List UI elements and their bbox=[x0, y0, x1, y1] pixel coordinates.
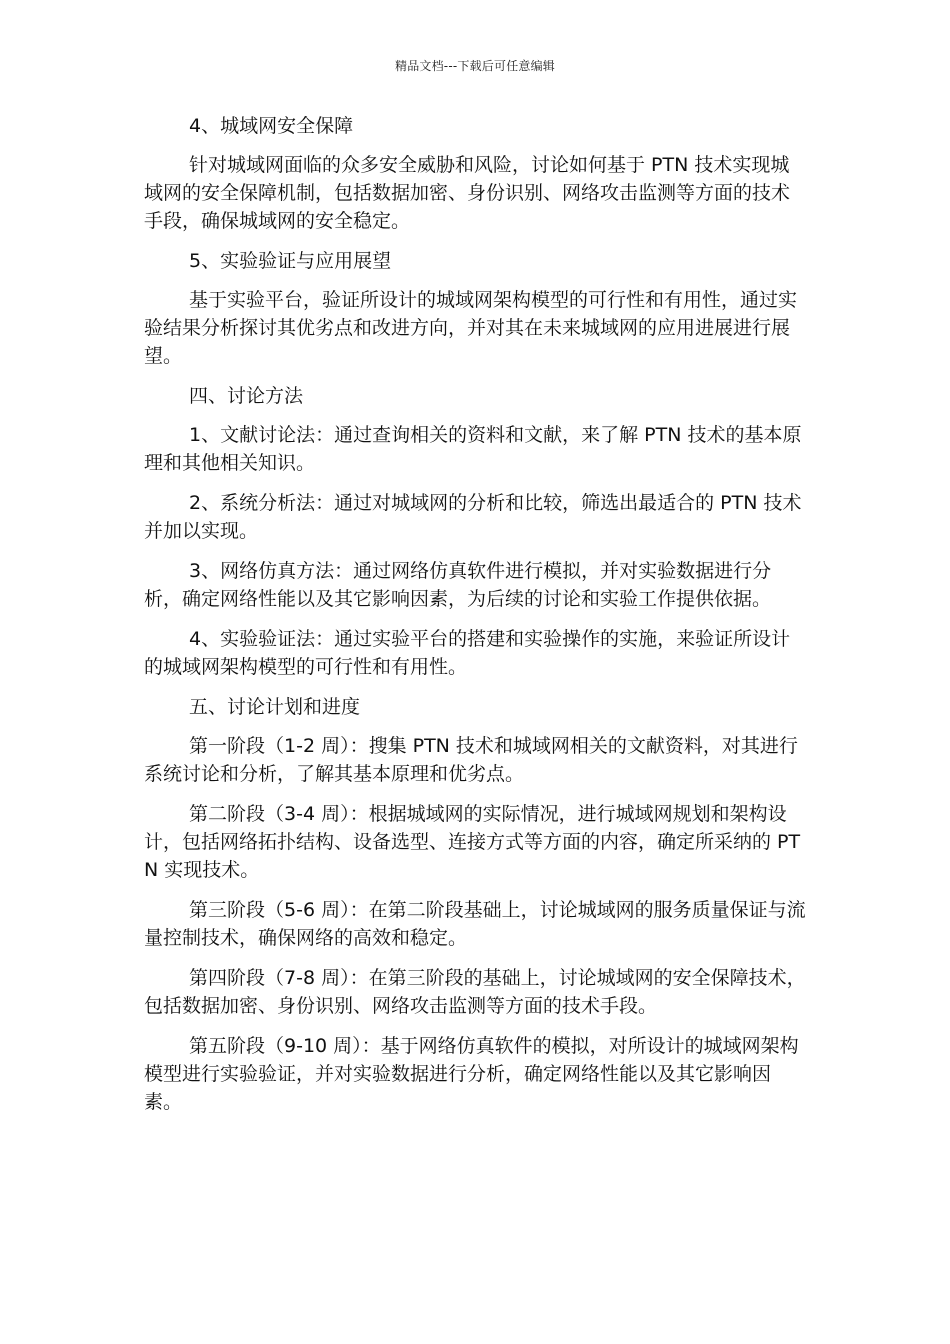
paragraph-validation: 基于实验平台，验证所设计的城域网架构模型的可行性和有用性，通过实验结果分析探讨其优劣点和改进方向，并对其在未来城域网的应用进展进行展望。 bbox=[144, 289, 798, 367]
paragraph-security: 针对城域网面临的众多安全威胁和风险，讨论如何基于 PTN 技术实现城域网的安全保障机制，包括数据加密、身份识别、网络攻击监测等方面的技术手段，确保城域网的安全稳定。 bbox=[144, 154, 791, 232]
paragraph-method-experiment: 4、实验验证法：通过实验平台的搭建和实验操作的实施，来验证所设计的城域网架构模型的可行性和有用性。 bbox=[144, 628, 791, 678]
section-heading-validation: 5、实验验证与应用展望 bbox=[189, 250, 392, 272]
paragraph-method-literature: 1、文献讨论法：通过查询相关的资料和文献，来了解 PTN 技术的基本原理和其他相关知识。 bbox=[144, 424, 802, 474]
paragraph-stage-2: 第二阶段（3-4 周）：根据城域网的实际情况，进行城域网规划和架构设计，包括网络拓扑结构、设备选型、连接方式等方面的内容，确定所采纳的 PTN 实现技术。 bbox=[144, 803, 801, 881]
section-heading-security: 4、城域网安全保障 bbox=[189, 115, 354, 137]
paragraph-stage-5: 第五阶段（9-10 周）：基于网络仿真软件的模拟，对所设计的城域网架构模型进行实验验证，并对实验数据进行分析，确定网络性能以及其它影响因素。 bbox=[144, 1035, 799, 1113]
paragraph-stage-1: 第一阶段（1-2 周）：搜集 PTN 技术和城域网相关的文献资料，对其进行系统讨论和分析，了解其基本原理和优劣点。 bbox=[144, 735, 798, 785]
paragraph-stage-4: 第四阶段（7-8 周）：在第三阶段的基础上，讨论城域网的安全保障技术，包括数据加密、身份识别、网络攻击监测等方面的技术手段。 bbox=[144, 967, 806, 1017]
paragraph-method-system-analysis: 2、系统分析法：通过对城域网的分析和比较，筛选出最适合的 PTN 技术并加以实现。 bbox=[144, 492, 802, 542]
paragraph-method-simulation: 3、网络仿真方法：通过网络仿真软件进行模拟，并对实验数据进行分析，确定网络性能以及其它影响因素，为后续的讨论和实验工作提供依据。 bbox=[144, 560, 772, 610]
section-heading-methods: 四、讨论方法 bbox=[189, 385, 304, 407]
section-heading-schedule: 五、讨论计划和进度 bbox=[189, 696, 361, 718]
paragraph-stage-3: 第三阶段（5-6 周）：在第二阶段基础上，讨论城域网的服务质量保证与流量控制技术，确保网络的高效和稳定。 bbox=[144, 899, 806, 949]
page-header: 精品文档---下载后可任意编辑 bbox=[395, 59, 555, 73]
document-body bbox=[144, 112, 806, 1128]
